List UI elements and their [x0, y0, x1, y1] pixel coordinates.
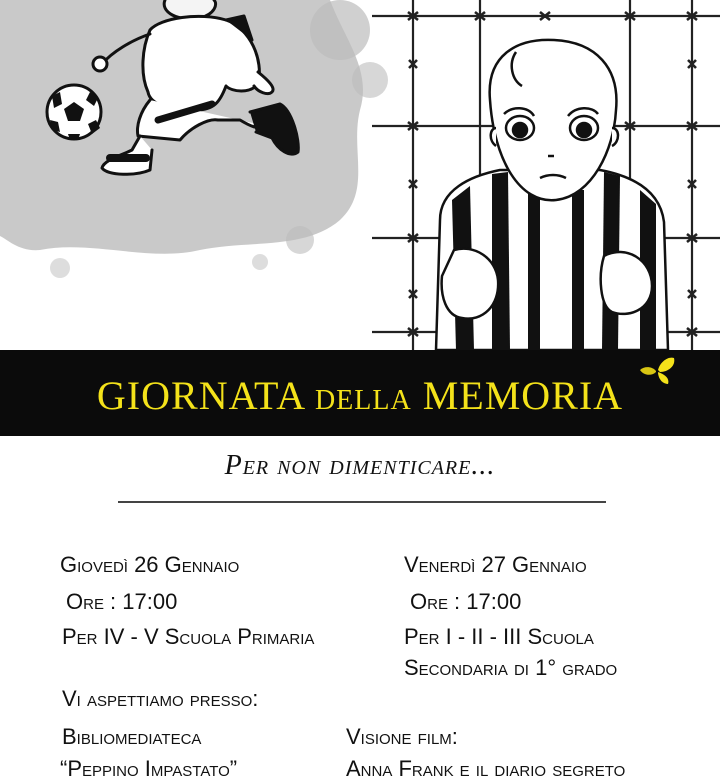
- venue-place: Bibliomediateca: [62, 724, 202, 749]
- film-title: Anna Frank e il diario segreto: [346, 756, 626, 781]
- title-banner: [0, 350, 720, 436]
- right-time: Ore : 17:00: [410, 589, 522, 614]
- title-word-giornata: GIORNATA: [96, 373, 304, 418]
- page-title: [0, 372, 720, 419]
- title-word-memoria: MEMORIA: [422, 373, 624, 418]
- soccer-ball-icon: [47, 85, 101, 140]
- venue-intro: Vi aspettiamo presso:: [62, 686, 259, 711]
- film-label: Visione film:: [346, 724, 458, 749]
- divider: [118, 501, 606, 503]
- subtitle: Per non dimenticare...: [224, 450, 496, 481]
- right-audience-line1: Per I - II - III Scuola: [404, 624, 594, 649]
- right-audience-line2: Secondaria di 1° grado: [404, 655, 618, 680]
- left-audience: Per IV - V Scuola Primaria: [62, 624, 315, 649]
- butterfly-icon: [638, 356, 676, 386]
- title-word-della: DELLA: [314, 385, 412, 416]
- left-date: Giovedì 26 Gennaio: [60, 552, 240, 577]
- prisoner-child: [436, 40, 668, 350]
- right-date: Venerdì 27 Gennaio: [404, 552, 587, 577]
- venue-name: “Peppino Impastato”: [60, 756, 238, 781]
- illustration: [0, 0, 720, 350]
- left-time: Ore : 17:00: [66, 589, 178, 614]
